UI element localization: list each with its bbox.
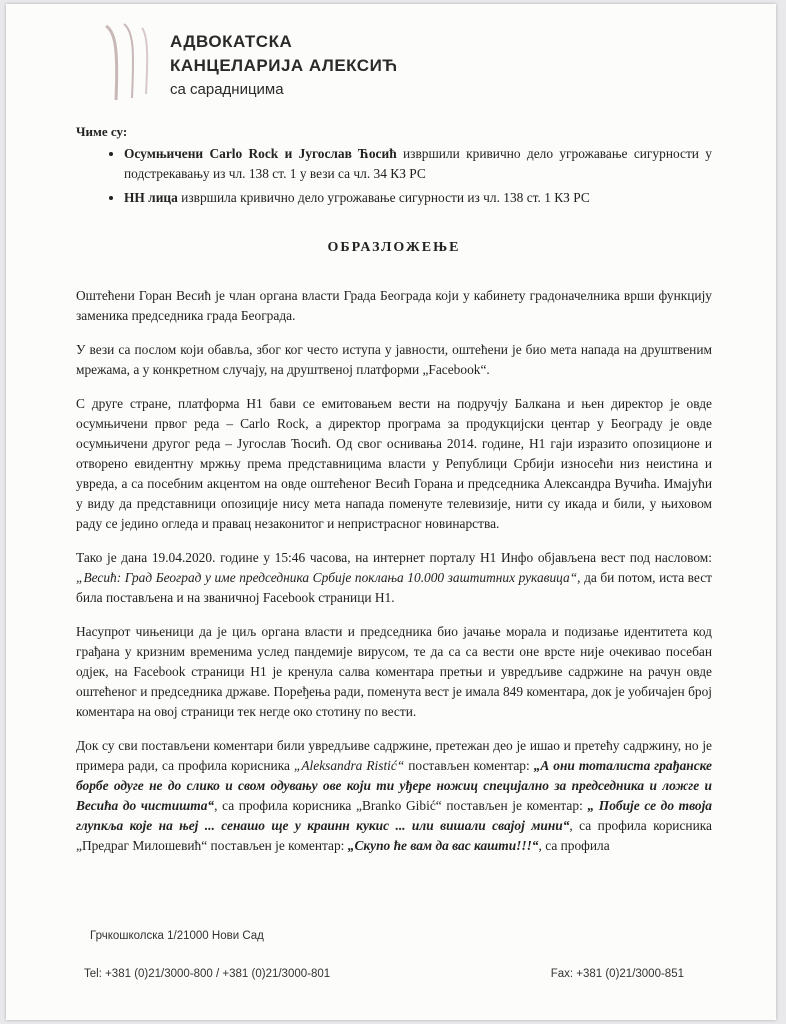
quoted-comment: „А они тоталиста грађанске борбе одуге не до слико и свом одувању ове који ти уђере ножиц специјално за председника и ложге и Весића до чистишта“	[76, 758, 712, 813]
charge-subject: Осумњичени Carlo Rock и Југослав Ћосић	[124, 146, 397, 161]
paragraph-text: , са профила	[538, 838, 610, 853]
paragraph-text: , са профила корисника „Предраг Милошевић“ постављен је коментар:	[76, 818, 712, 853]
charge-subject: НН лица	[124, 190, 178, 205]
list-item	[124, 144, 712, 184]
footer-phone: Tel: +381 (0)21/3000-800 / +381 (0)21/3000-801	[84, 968, 331, 980]
quoted-headline: „Весић: Град Београд у име председника Србије поклања 10.000 заштитних рукавица“	[76, 570, 578, 585]
document-page	[6, 4, 776, 1020]
intro-label: Чиме су:	[76, 124, 128, 139]
paragraph-3: С друге стране, платформа Н1 бави се емитовањем вести на подручју Балкана и њен директор је овде осумњичени првог реда – Carlo Rock, а директор програма за продукцијски центар у Београду је овде осумњичени другог реда – Југослав Ћосић. Од свог оснивања 2014. године, Н1 гаји изразито опозиционе и отворено евидентну мржњу према представницима власти у Републици Србији износећи низ неистина и увреда, а са посебним акцентом на овде оштећеног Весић Горана и председника Александра Вучића. Имајући у виду да представници опозиције нису мета напада поменуте телевизије, нити су икада и били, у њиховом раду се једино огледа и правац незаконитог и непристрасног новинарства.	[76, 396, 712, 531]
firm-logo-icon	[98, 22, 160, 102]
section-title: ОБРАЗЛОЖЕЊЕ	[327, 240, 461, 255]
profile-name: „Aleksandra Ristić“	[293, 758, 405, 773]
list-item	[124, 188, 712, 208]
paragraph-text: постављен коментар:	[404, 758, 534, 773]
firm-name-line1: АДВОКАТСКА	[170, 32, 293, 51]
footer-address: Грчкошколска 1/21000 Нови Сад	[90, 930, 264, 942]
paragraph-2: У вези са послом који обавља, због ког често иступа у јавности, оштећени је био мета напада на друштвеним мрежама, а у конкретном случају, на друштвеној платформи „Facebook“.	[76, 342, 712, 377]
charge-text: извршили кривично дело угрожавање сигурности у подстрекавању из чл. 138 ст. 1 у вези са чл. 34 КЗ РС	[124, 146, 712, 181]
paragraph-text: Док су сви постављени коментари били увредљиве садржине, претежан део је ишао и претећу садржину, но је примера ради, са профила корисника	[76, 738, 712, 773]
firm-name-line2: КАНЦЕЛАРИЈА АЛЕКСИЋ	[170, 56, 398, 75]
firm-subtitle: са сарадницима	[170, 81, 284, 98]
paragraph-4	[76, 548, 712, 608]
quoted-comment: „ Побије се до твоја глупкља које на њеј ... сенашо ще у краинн кукис ... или вишали свајој мини“	[76, 798, 712, 833]
document-body	[76, 122, 712, 870]
paragraph-6	[76, 736, 712, 856]
paragraph-text: Тако је дана 19.04.2020. године у 15:46 часова, на интернет порталу Н1 Инфо објављена вест под насловом:	[76, 550, 712, 565]
charge-text: извршила кривично дело угрожавање сигурности из чл. 138 ст. 1 КЗ РС	[177, 190, 590, 205]
paragraph-text: , да би потом, иста вест била постављена и на званичној Facebook страници Н1.	[76, 570, 712, 605]
footer-fax: Fax: +381 (0)21/3000-851	[550, 968, 684, 980]
charges-list	[76, 144, 712, 208]
quoted-comment: „Скупо ће вам да вас кашти!!!“	[347, 838, 539, 853]
letterhead	[98, 22, 498, 102]
footer-contacts	[84, 968, 724, 980]
firm-name	[170, 30, 398, 102]
footer	[84, 930, 724, 980]
paragraph-1: Оштећени Горан Весић је члан органа власти Града Београда који у кабинету градоначелника врши функцију заменика председника града Београда.	[76, 288, 712, 323]
paragraph-5: Насупрот чињеници да је циљ органа власти и председника био јачање морала и подизање идентитета код грађана у кризним временима услед пандемије вирусом, те да са са вести оне врсте није очекивао посебан одјек, на Facebook страници Н1 је кренула салва коментара претњи и увредљиве садржине на рачун овде оштећеног и председника државе. Поређења ради, поменута вест је имала 849 коментара, док је уобичајен број коментара на овој страници тек негде око стотину по вести.	[76, 624, 712, 719]
paragraph-text: , са профила корисника „Branko Gibić“ постављен је коментар:	[214, 798, 588, 813]
